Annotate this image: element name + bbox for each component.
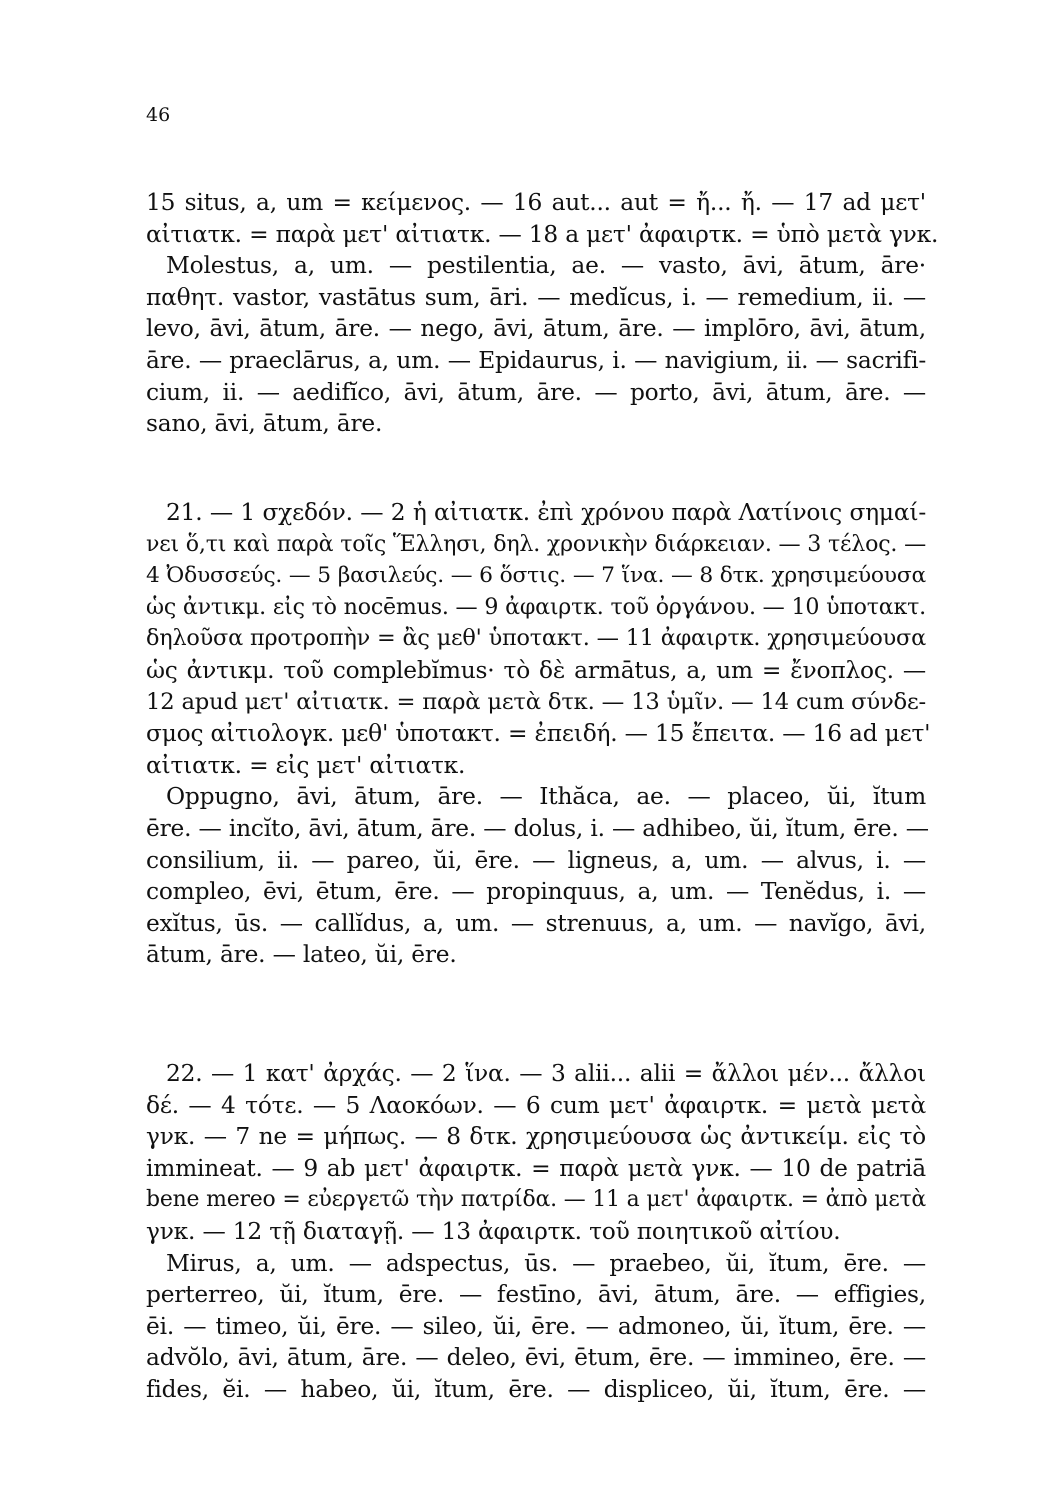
text-line: 12 apud μετ' αἰτιατκ. = παρὰ μετὰ δτκ. — 13 ὑμῖν. — 14 cum σύνδε-	[146, 688, 926, 715]
text-line: Oppugno, āvi, ātum, āre. — Ithăca, ae. — placeo, ŭi, ĭtum	[166, 783, 926, 811]
text-line: δηλοῦσα προτροπὴν = ἂς μεθ' ὑποτακτ. — 11 ἀφαιρτκ. χρησιμεύουσα	[146, 625, 926, 652]
text-line: αἰτιατκ. = παρὰ μετ' αἰτιατκ. — 18 a μετ' ἀφαιρτκ. = ὑπὸ μετὰ γνκ.	[146, 220, 939, 248]
text-line: bene mereo = εὐεργετῶ τὴν πατρίδα. — 11 a μετ' ἀφαιρτκ. = ἀπὸ μετὰ	[146, 1187, 926, 1213]
text-line: consilium, ii. — pareo, ŭi, ēre. — ligneus, a, um. — alvus, i. —	[146, 846, 926, 874]
text-line: 15 situs, a, um = κείμενος. — 16 aut... aut = ἤ... ἤ. — 17 ad μετ'	[146, 189, 926, 216]
text-line: fides, ĕi. — habeo, ŭi, ĭtum, ēre. — displiceo, ŭi, ĭtum, ēre. —	[146, 1375, 926, 1403]
text-line: ὡς ἀντικμ. εἰς τὸ nocēmus. — 9 ἀφαιρτκ. τοῦ ὀργάνου. — 10 ὑποτακτ.	[146, 593, 926, 620]
section-heading-line: 21. — 1 σχεδόν. — 2 ἡ αἰτιατκ. ἐπὶ χρόνου παρὰ Λατίνοις σημαί-	[166, 499, 926, 526]
text-line: ēre. — incĭto, āvi, ātum, āre. — dolus, i. — adhibeo, ŭi, ĭtum, ēre. —	[146, 814, 929, 842]
text-line: ātum, āre. — lateo, ŭi, ēre.	[146, 941, 457, 969]
text-line: āre. — praeclārus, a, um. — Epidaurus, i. — navigium, ii. — sacrifi-	[146, 346, 926, 374]
text-line: sano, āvi, ātum, āre.	[146, 410, 383, 438]
text-line: σμος αἰτιολογκ. μεθ' ὑποτακτ. = ἐπειδή. — 15 ἔπειτα. — 16 ad μετ'	[146, 720, 931, 748]
text-line: νει ὅ,τι καὶ παρὰ τοῖς Ἕλλησι, δηλ. χρονικὴν διάρκειαν. — 3 τέλος. —	[146, 530, 926, 557]
section-heading-line: 22. — 1 κατ' ἀρχάς. — 2 ἵνα. — 3 alii... alii = ἄλλοι μέν... ἄλλοι	[166, 1060, 926, 1087]
text-line: αἰτιατκ. = εἰς μετ' αἰτιατκ.	[146, 751, 466, 779]
text-line: παθητ. vastor, vastātus sum, āri. — medĭcus, i. — remedium, ii. —	[146, 283, 926, 311]
text-line: ēi. — timeo, ŭi, ēre. — sileo, ŭi, ēre. — admoneo, ŭi, ĭtum, ēre. —	[146, 1312, 926, 1340]
text-line: 4 Ὀδυσσεύς. — 5 βασιλεύς. — 6 ὅστις. — 7 ἵνα. — 8 δτκ. χρησιμεύουσα	[146, 563, 926, 589]
text-line: δέ. — 4 τότε. — 5 Λαοκόων. — 6 cum μετ' ἀφαιρτκ. = μετὰ μετὰ	[146, 1091, 926, 1119]
text-line: γνκ. — 7 ne = μήπως. — 8 δτκ. χρησιμεύουσα ὡς ἀντικείμ. εἰς τὸ	[146, 1123, 926, 1151]
notes-section-21	[146, 497, 931, 971]
text-line: cium, ii. — aedifĭco, āvi, ātum, āre. — porto, āvi, ātum, āre. —	[146, 378, 926, 406]
text-line: immineat. — 9 ab μετ' ἀφαιρτκ. = παρὰ μετὰ γνκ. — 10 de patriā	[146, 1154, 926, 1182]
text-line: γνκ. — 12 τῇ διαταγῇ. — 13 ἀφαιρτκ. τοῦ ποιητικοῦ αἰτίου.	[146, 1217, 841, 1245]
text-line: perterreo, ŭi, ĭtum, ēre. — festīno, āvi, ātum, āre. — effigies,	[146, 1281, 926, 1309]
text-line: exĭtus, ūs. — callĭdus, a, um. — strenuus, a, um. — navĭgo, āvi,	[146, 909, 926, 937]
text-line: Mirus, a, um. — adspectus, ūs. — praebeo, ŭi, ĭtum, ēre. —	[166, 1249, 926, 1277]
text-line: Molestus, a, um. — pestilentia, ae. — vasto, āvi, ātum, āre·	[166, 252, 926, 280]
vocabulary-section-20	[146, 187, 939, 440]
text-line: advŏlo, āvi, ātum, āre. — deleo, ēvi, ētum, ēre. — immineo, ēre. —	[146, 1344, 926, 1372]
text-line: levo, āvi, ātum, āre. — nego, āvi, ātum, āre. — implōro, āvi, ātum,	[146, 315, 926, 343]
text-line: compleo, ēvi, ētum, ēre. — propinquus, a, um. — Tenĕdus, i. —	[146, 878, 926, 906]
notes-section-22	[146, 1058, 926, 1406]
text-line: ὡς ἀντικμ. τοῦ complebĭmus· τὸ δὲ armātus, a, um = ἔνοπλος. —	[146, 656, 926, 684]
page-number: 46	[146, 104, 171, 126]
